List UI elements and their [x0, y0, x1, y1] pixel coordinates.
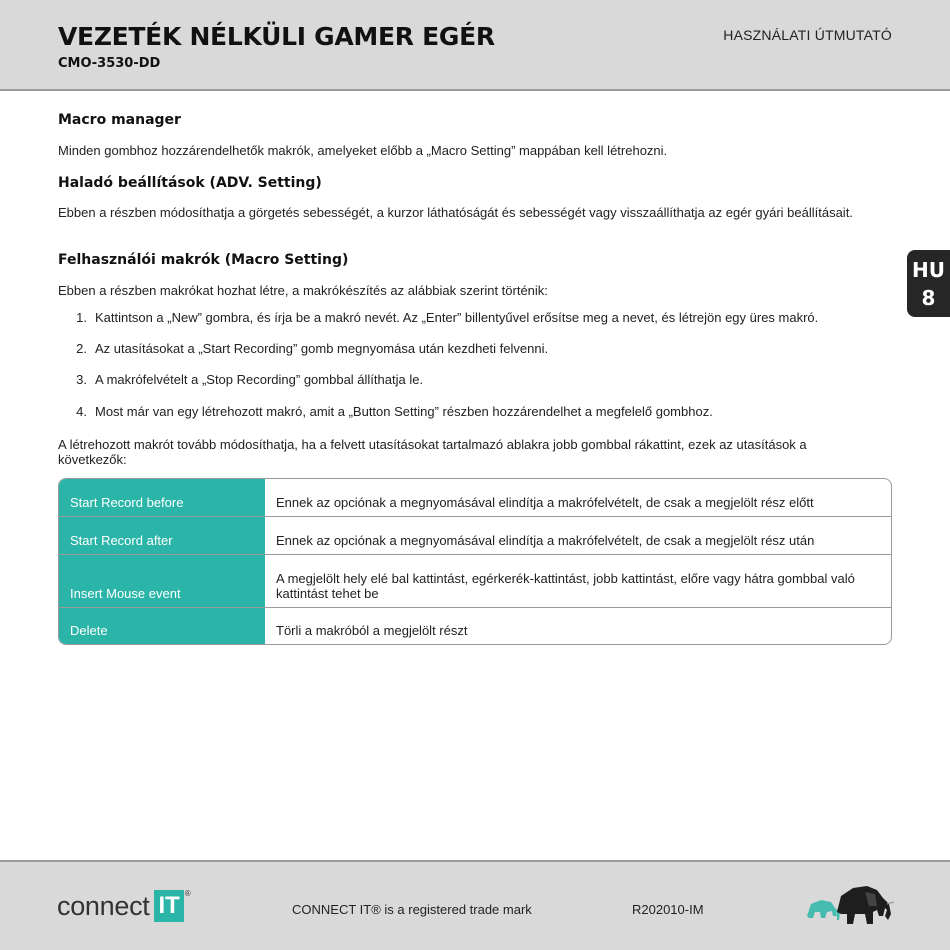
- table-key-cell: Start Record after: [59, 517, 265, 554]
- step-number: 2.: [76, 341, 87, 356]
- step-text: Most már van egy létrehozott makró, amit a „Button Setting” részben hozzárendelhet a megfelelő gombhoz.: [95, 404, 713, 419]
- section-text-macro-setting: Ebben a részben makrókat hozhat létre, a makrókészítés az alábbiak szerint történik:: [58, 283, 548, 298]
- table-value-cell: Ennek az opciónak a megnyomásával elindítja a makrófelvételt, de csak a megjelölt rész előtt: [276, 495, 814, 510]
- table-row: [59, 607, 891, 644]
- table-key-cell: Insert Mouse event: [59, 555, 265, 607]
- step-number: 3.: [76, 372, 87, 387]
- table-row: [59, 554, 891, 607]
- table-value-cell: Ennek az opciónak a megnyomásával elindítja a makrófelvételt, de csak a megjelölt rész után: [276, 533, 815, 548]
- section-text-macro-manager: Minden gombhoz hozzárendelhetők makrók, amelyeket előbb a „Macro Setting” mappában kell létrehozni.: [58, 143, 668, 158]
- table-row: [59, 516, 891, 554]
- logo-registered-mark: ®: [184, 889, 191, 898]
- language-page-tab: [907, 250, 950, 317]
- connect-it-logo: [57, 889, 191, 923]
- language-code: HU: [912, 258, 945, 282]
- step-text: Az utasításokat a „Start Recording” gomb megnyomása után kezdheti felvenni.: [95, 341, 549, 356]
- section-heading-macro-manager: Macro manager: [58, 112, 181, 128]
- table-row: [59, 479, 891, 516]
- page-footer: [0, 860, 950, 950]
- section-heading-macro-setting: Felhasználói makrók (Macro Setting): [58, 252, 349, 268]
- step-text: A makrófelvételt a „Stop Recording” gombbal állíthatja le.: [95, 372, 424, 387]
- macro-options-table: [58, 478, 892, 645]
- table-key-cell: Delete: [59, 608, 265, 644]
- logo-word: connect: [57, 890, 150, 921]
- elephants-icon: [803, 882, 895, 930]
- model-number: CMO-3530-DD: [58, 56, 161, 71]
- section-heading-advanced: Haladó beállítások (ADV. Setting): [58, 175, 322, 191]
- document-number: R202010-IM: [632, 902, 704, 917]
- logo-it-block: IT: [154, 890, 183, 922]
- document-type: HASZNÁLATI ÚTMUTATÓ: [723, 27, 892, 43]
- table-key-cell: Start Record before: [59, 479, 265, 516]
- page-header: [0, 0, 950, 91]
- step-number: 1.: [76, 310, 87, 325]
- product-title: VEZETÉK NÉLKÜLI GAMER EGÉR: [58, 22, 495, 51]
- step-number: 4.: [76, 404, 87, 419]
- table-value-cell: A megjelölt hely elé bal kattintást, egérkerék-kattintást, jobb kattintást, előre vagy hátra gombbal való kattintást tehet be: [276, 571, 855, 601]
- table-value-cell: Törli a makróból a megjelölt részt: [276, 623, 468, 638]
- page-number: 8: [921, 286, 936, 310]
- section-text-advanced: Ebben a részben módosíthatja a görgetés sebességét, a kurzor láthatóságát és sebességét vagy visszaállíthatja az egér gyári beállításait.: [58, 205, 853, 220]
- step-text: Kattintson a „New” gombra, és írja be a makró nevét. Az „Enter” billentyűvel erősítse meg a nevet, és létrejön egy üres makró.: [95, 310, 819, 325]
- table-intro-text: A létrehozott makrót tovább módosíthatja, ha a felvett utasításokat tartalmazó ablakra jobb gombbal rákattint, ezek az utasítások a következők:: [58, 437, 807, 467]
- trademark-notice: CONNECT IT® is a registered trade mark: [292, 902, 532, 917]
